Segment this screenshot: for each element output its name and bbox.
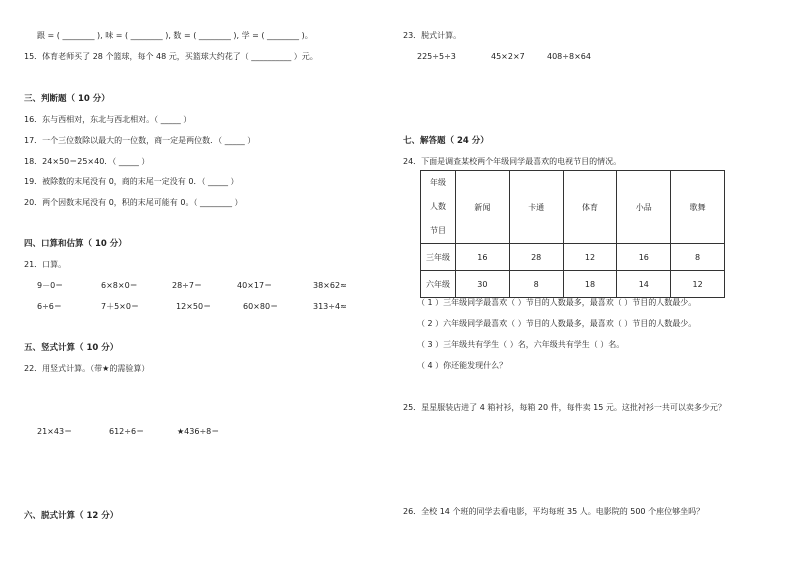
question-17: 17．一个三位数除以最大的一位数，商一定是两位数．（ _____ ）	[24, 136, 256, 145]
question-24-part-2: （ 2 ）六年级同学最喜欢（ ）节目的人数最多，最喜欢（ ）节目的人数最少。	[417, 319, 697, 328]
oral-item: 6÷6＝	[37, 302, 62, 311]
table-header-row	[421, 171, 725, 244]
question-15: 15．体育老师买了 28 个篮球，每个 48 元，买篮球大约花了（ __________ ）元。	[24, 52, 318, 61]
question-16: 16．东与西相对，东北与西北相对。（ _____ ）	[24, 115, 192, 124]
table-row-label: 三年级	[421, 244, 456, 271]
oral-item: 28÷7＝	[172, 281, 202, 290]
question-24-part-1: （ 1 ）三年级同学最喜欢（ ）节目的人数最多，最喜欢（ ）节目的人数最少。	[417, 298, 697, 307]
oral-item: 40×17＝	[237, 281, 273, 290]
oral-item: 9－0＝	[37, 281, 64, 290]
oral-item: 313÷4≈	[313, 302, 347, 311]
question-24-part-4: （ 4 ）你还能发现什么？	[417, 361, 508, 370]
step-calc-item: 45×2×7	[491, 52, 525, 61]
question-22: 22．用竖式计算。（带★的需验算）	[24, 364, 150, 373]
table-corner-cell	[421, 171, 456, 244]
section-3-title: 三、判断题（ 10 分）	[24, 94, 110, 104]
table-header-cell: 歌舞	[671, 171, 725, 244]
question-24-part-3: （ 3 ）三年级共有学生（ ）名，六年级共有学生（ ）名。	[417, 340, 625, 349]
step-calc-item: 225÷5÷3	[417, 52, 456, 61]
oral-item: 7＋5×0＝	[101, 302, 139, 311]
corner-label-grade: 年级	[430, 178, 446, 187]
table-cell: 18	[563, 271, 617, 298]
table-cell: 16	[456, 244, 510, 271]
table-cell: 12	[671, 271, 725, 298]
oral-item: 38×62≈	[313, 281, 347, 290]
question-18: 18．24×50＝25×40．（ _____ ）	[24, 157, 150, 166]
section-6-title: 六、脱式计算（ 12 分）	[24, 511, 119, 521]
table-cell: 30	[456, 271, 510, 298]
vertical-item: 612÷6＝	[109, 427, 145, 436]
table-cell: 8	[509, 271, 563, 298]
corner-label-count: 人数	[430, 202, 446, 211]
table-header-cell: 新闻	[456, 171, 510, 244]
vertical-item: ★436÷8＝	[177, 427, 220, 436]
question-19: 19．被除数的末尾没有 0，商的末尾一定没有 0．（ _____ ）	[24, 177, 239, 186]
table-row	[421, 271, 725, 298]
section-4-title: 四、口算和估算（ 10 分）	[24, 239, 127, 249]
corner-label-program: 节目	[430, 226, 446, 235]
table-row	[421, 244, 725, 271]
table-header-cell: 卡通	[509, 171, 563, 244]
table-cell: 28	[509, 244, 563, 271]
question-20: 20．两个因数末尾没有 0，积的末尾可能有 0。（ ________ ）	[24, 198, 243, 207]
question-26: 26．全校 14 个班的同学去看电影，平均每班 35 人。电影院的 500 个座位够坐吗？	[403, 507, 705, 516]
question-14-fill-line: 跟 = ( ________ ), 味 = ( ________ ), 数 = ( ________ ), 学 = ( ________ )。	[37, 31, 313, 40]
vertical-item: 21×43＝	[37, 427, 73, 436]
question-25: 25．星星服装店进了 4 箱衬衫，每箱 20 件，每件卖 15 元。这批衬衫一共可以卖多少元？	[403, 403, 726, 412]
question-24: 24．下面是调查某校两个年级同学最喜欢的电视节目的情况。	[403, 157, 622, 166]
section-5-title: 五、竖式计算（ 10 分）	[24, 343, 119, 353]
table-header-cell: 小品	[617, 171, 671, 244]
table-cell: 8	[671, 244, 725, 271]
oral-item: 6×8×0＝	[101, 281, 138, 290]
table-row-label: 六年级	[421, 271, 456, 298]
table-cell: 16	[617, 244, 671, 271]
table-header-cell: 体育	[563, 171, 617, 244]
oral-item: 60×80＝	[243, 302, 279, 311]
section-7-title: 七、解答题（ 24 分）	[403, 136, 489, 146]
question-23: 23．脱式计算。	[403, 31, 462, 40]
tv-program-table	[420, 170, 725, 298]
table-cell: 14	[617, 271, 671, 298]
question-21: 21．口算。	[24, 260, 67, 269]
step-calc-item: 408÷8×64	[547, 52, 591, 61]
table-cell: 12	[563, 244, 617, 271]
oral-item: 12×50＝	[176, 302, 212, 311]
